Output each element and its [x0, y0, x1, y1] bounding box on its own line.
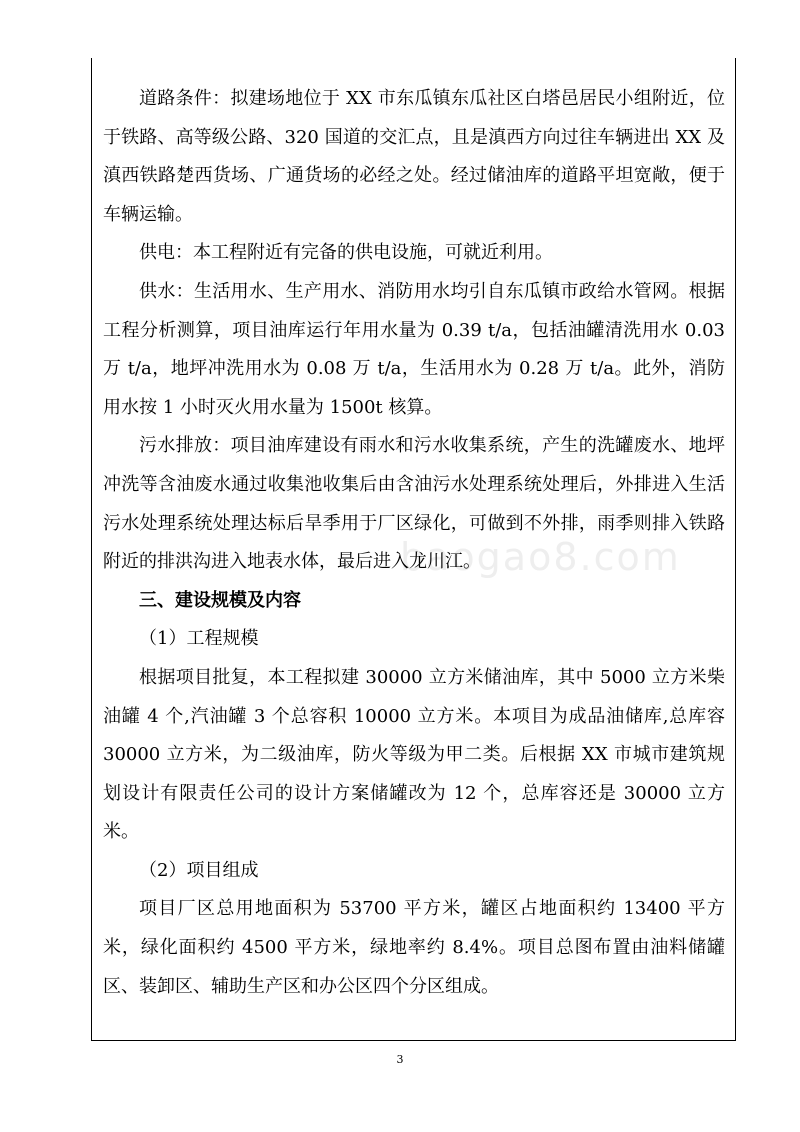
watermark: baogao8.com	[400, 535, 681, 579]
sewage-discharge-paragraph: 污水排放：项目油库建设有雨水和污水收集系统，产生的洗罐废水、地坪冲洗等含油废水通过收集池收集后由含油污水处理系统处理后，外排进入生活污水处理系统处理达标后旱季用于厂区绿化，可做到不外排，雨季则排入铁路附近的排洪沟进入地表水体，最后进入龙川江。	[103, 435, 725, 573]
power-supply-paragraph: 供电：本工程附近有完备的供电设施，可就近利用。	[139, 242, 553, 264]
project-composition-paragraph: 项目厂区总用地面积为 53700 平方米，罐区占地面积约 13400 平方米，绿化面积约 4500 平方米，绿地率约 8.4%。项目总图布置由油料储罐区、装卸区、辅助生产区和办公区四个分区组成。	[103, 898, 725, 997]
subsection-1-heading: （1）工程规模	[139, 628, 259, 650]
project-scale-paragraph: 根据项目批复，本工程拟建 30000 立方米储油库，其中 5000 立方米柴油罐 4 个,汽油罐 3 个总容积 10000 立方米。本项目为成品油储库,总库容 30000 立方米，为二级油库，防火等级为甲二类。后根据 XX 市城市建筑规划设计有限责任公司的设计方案储罐改为 12 个，总库容还是 30000 立方米。	[103, 666, 725, 843]
document-body	[103, 80, 725, 1006]
page-number: 3	[396, 1053, 404, 1066]
road-conditions-paragraph: 道路条件：拟建场地位于 XX 市东瓜镇东瓜社区白塔邑居民小组附近，位于铁路、高等级公路、320 国道的交汇点，且是滇西方向过往车辆进出 XX 及滇西铁路楚西货场、广通货场的必经之处。经过储油库的道路平坦宽敞，便于车辆运输。	[103, 88, 725, 225]
section-heading: 三、建设规模及内容	[139, 589, 301, 611]
subsection-2-heading: （2）项目组成	[139, 859, 259, 881]
water-supply-paragraph: 供水：生活用水、生产用水、消防用水均引自东瓜镇市政给水管网。根据工程分析测算，项目油库运行年用水量为 0.39 t/a，包括油罐清洗用水 0.03 万 t/a，地坪冲洗用水为 0.08 万 t/a，生活用水为 0.28 万 t/a。此外，消防用水按 1 小时灭火用水量为 1500t 核算。	[103, 280, 725, 418]
